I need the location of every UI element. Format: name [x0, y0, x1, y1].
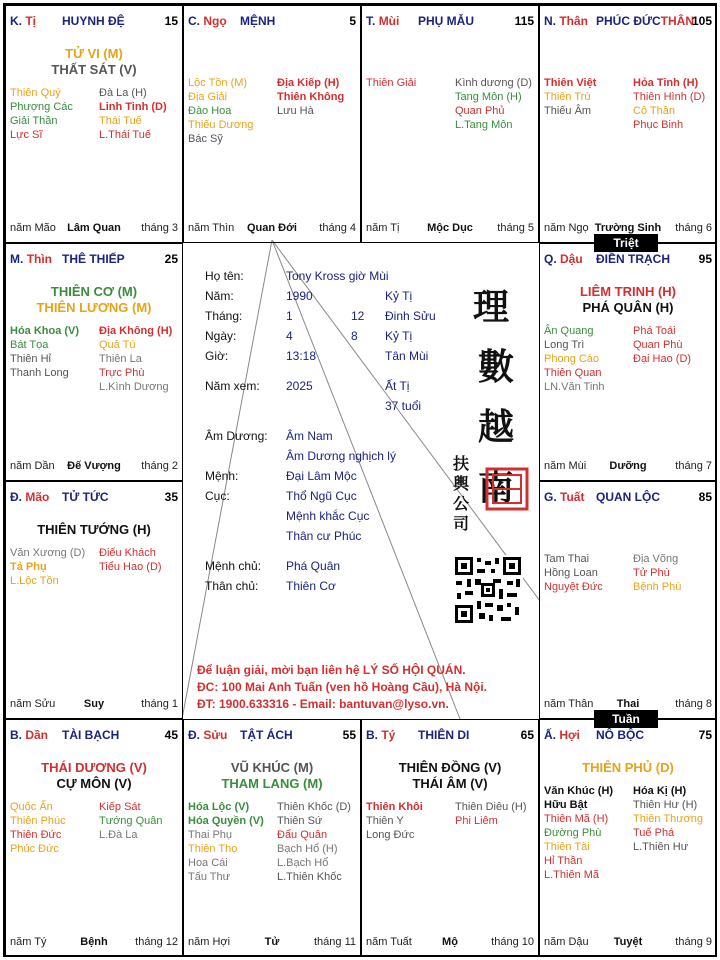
seal-small-2: 輿 [453, 474, 470, 493]
palace-number: 65 [520, 728, 534, 742]
cuc-note-1: Mệnh khắc Cục [286, 509, 370, 523]
minor-star: Đại Hao (D) [633, 353, 692, 365]
minor-star: Phong Cáo [544, 353, 600, 365]
minor-star: Bác Sỹ [188, 133, 223, 145]
hour-value: 13:18 [286, 349, 317, 363]
major-star: THÁI DƯƠNG (V) [41, 760, 147, 775]
palace-number: 25 [164, 252, 178, 266]
month-label: Tháng: [205, 309, 243, 323]
palace-stem: C. [188, 14, 200, 28]
palace-year: năm Dậu [544, 936, 589, 948]
palace-month: tháng 9 [675, 936, 712, 948]
major-star: VŨ KHÚC (M) [230, 760, 314, 775]
minor-star: Điếu Khách [99, 547, 156, 559]
palace-stem: Ấ. [544, 728, 556, 742]
minor-star: Thiên Quý [10, 87, 61, 99]
minor-star: Phi Liêm [455, 815, 498, 827]
minor-star: Thiên Giải [366, 77, 417, 89]
minor-star: L.Bạch Hổ [277, 857, 329, 869]
triet-tag: Triệt [594, 234, 658, 252]
minor-star: Kình dương (D) [455, 77, 532, 89]
palace-header [366, 14, 534, 30]
palace-month: tháng 1 [141, 698, 178, 710]
palace-number: 95 [698, 252, 712, 266]
minor-star: Thiên Hư (H) [633, 799, 698, 811]
minor-star: Thiên Không [277, 91, 345, 103]
viewyear-label: Năm xem: [205, 379, 260, 393]
palace-year: năm Mão [10, 222, 56, 234]
contact-line-3: ĐT: 1900.633316 - Email: bantuvan@lyso.vn. [197, 697, 449, 711]
minor-star: Thiên Phúc [10, 815, 66, 827]
palace-number: 105 [691, 14, 712, 28]
palace-branch: Mão [25, 490, 50, 504]
minor-star: Tử Phù [633, 567, 670, 579]
viewyear-value: 2025 [286, 379, 313, 393]
cuc-value: Thổ Ngũ Cục [286, 489, 357, 503]
palace-stem: Q. [544, 252, 557, 266]
year-value: 1990 [286, 289, 313, 303]
minor-star: Thiên Quan [544, 367, 602, 379]
palace-branch: Tý [381, 728, 396, 742]
year-label: Năm: [205, 289, 234, 303]
minor-star: Tam Thai [544, 553, 590, 565]
palace-name: ĐIỀN TRẠCH [596, 252, 670, 266]
major-star: THIÊN ĐỒNG (V) [398, 760, 502, 775]
palace-stem: Đ. [188, 728, 200, 742]
palace-header [366, 728, 534, 744]
minor-star: Lực Sĩ [10, 129, 43, 141]
minor-star: Thiên Diêu (H) [455, 801, 527, 813]
day-value: 4 [286, 329, 293, 343]
palace-footer [188, 936, 356, 950]
palace-tuat[interactable] [539, 481, 717, 719]
palace-stem: Đ. [10, 490, 22, 504]
palace-header [544, 728, 712, 744]
minor-star: Tang Môn (H) [455, 91, 522, 103]
palace-thin[interactable] [5, 243, 183, 481]
palace-branch: Tuất [560, 490, 585, 504]
palace-mao[interactable] [5, 481, 183, 719]
minor-star: Thanh Long [10, 367, 69, 379]
minor-star: Hỉ Thần [544, 855, 583, 867]
minor-star: L.Lộc Tồn [10, 575, 59, 587]
palace-stage: Lâm Quan [67, 222, 121, 234]
palace-number: 75 [698, 728, 712, 742]
palace-branch: Sửu [203, 728, 228, 742]
palace-stage: Mộ [442, 936, 458, 948]
minor-star: Hoa Cái [188, 857, 228, 869]
minor-star: Tướng Quân [99, 815, 163, 827]
palace-stage: Bệnh [80, 936, 108, 948]
minor-star: Thiếu Âm [544, 105, 592, 117]
palace-name: PHÚC ĐỨC [596, 14, 661, 28]
minor-star: L.Thiên Mã [544, 869, 600, 881]
age-value: 37 tuổi [385, 399, 422, 413]
thanchu-value: Thiên Cơ [286, 579, 336, 593]
palace-can [366, 14, 399, 28]
palace-ngo[interactable] [183, 5, 361, 243]
minor-star: Thiếu Dương [188, 119, 254, 131]
red-seal-stamp [485, 467, 529, 511]
minor-star: Địa Giải [188, 91, 228, 103]
minor-star: Thiên Sứ [277, 815, 323, 827]
seal-char-2: 數 [478, 346, 515, 388]
minor-star: Đà La (H) [99, 87, 147, 99]
year-canchi: Kỷ Tị [385, 289, 413, 303]
palace-number: 15 [164, 14, 178, 28]
minor-star: Phá Toái [633, 325, 676, 337]
minor-star: Tấu Thư [188, 871, 231, 883]
palace-mui[interactable] [361, 5, 539, 243]
minor-star: Thiên Tài [544, 841, 590, 853]
contact-line-1: Để luận giải, mời bạn liên hệ LÝ SỐ HỘI QUÁN. [197, 663, 466, 677]
palace-branch: Dần [25, 728, 49, 742]
minor-star: Thai Phụ [188, 829, 233, 841]
minor-star: Tuế Phá [633, 827, 675, 839]
major-star: CỰ MÔN (V) [56, 776, 132, 791]
minor-star: Đường Phù [544, 827, 602, 839]
palace-extra: THÂN [660, 14, 694, 28]
minor-star: Hóa Lộc (V) [188, 801, 250, 813]
palace-branch: Thìn [26, 252, 53, 266]
palace-dau[interactable] [539, 243, 717, 481]
major-star: THIÊN TƯỚNG (H) [37, 522, 151, 537]
minor-star: Hồng Loan [544, 567, 598, 579]
minor-star: Lưu Hà [277, 105, 314, 117]
palace-number: 85 [698, 490, 712, 504]
hour-label: Giờ: [205, 349, 229, 363]
palace-footer [544, 936, 712, 950]
minor-star: Thiên Khôi [366, 801, 423, 813]
palace-month: tháng 6 [675, 222, 712, 234]
minor-star: Lộc Tồn (M) [188, 77, 248, 89]
seal-small-3: 公 [453, 494, 470, 513]
palace-branch: Dậu [560, 252, 583, 266]
palace-can [544, 728, 580, 742]
hour-canchi: Tân Mùi [385, 349, 429, 363]
minor-star: Tiểu Hao (D) [99, 561, 162, 573]
palace-footer [366, 222, 534, 236]
center-info [183, 243, 539, 719]
palace-number: 35 [164, 490, 178, 504]
minor-star: Quan Phủ [455, 105, 505, 117]
palace-name: PHỤ MẪU [418, 14, 474, 28]
palace-year: năm Thân [544, 698, 594, 710]
major-star: PHÁ QUÂN (H) [582, 300, 674, 315]
tuan-tag: Tuần [594, 710, 658, 728]
month-canchi: Đinh Sửu [385, 309, 436, 323]
palace-can [10, 728, 48, 742]
minor-star: Thiên Việt [544, 77, 597, 89]
horoscope-chart [3, 3, 717, 957]
palace-can [10, 14, 36, 28]
palace-header [10, 252, 178, 268]
palace-name: TỬ TỨC [62, 490, 109, 504]
seal-char-4: 南 [478, 466, 515, 508]
amduong-value: Âm Nam [286, 429, 333, 443]
seal-char-1: 理 [473, 286, 510, 328]
palace-stem: N. [544, 14, 556, 28]
palace-month: tháng 10 [491, 936, 534, 948]
palace-name: HUYNH ĐỆ [62, 14, 125, 28]
month-value: 1 [286, 309, 293, 323]
minor-star: Linh Tinh (D) [99, 101, 167, 113]
palace-hoi[interactable] [539, 719, 717, 957]
minor-star: L.Thái Tuế [99, 129, 151, 141]
palace-month: tháng 3 [141, 222, 178, 234]
palace-month: tháng 4 [319, 222, 356, 234]
palace-stage: Đế Vượng [67, 460, 121, 472]
palace-stage: Dưỡng [609, 460, 647, 472]
palace-name: TẬT ÁCH [240, 728, 293, 742]
palace-footer [10, 460, 178, 474]
palace-branch: Tị [25, 14, 37, 28]
palace-header [544, 490, 712, 506]
minor-star: Trực Phù [99, 367, 145, 379]
day-label: Ngày: [205, 329, 237, 343]
minor-star: L.Thiên Hư [633, 841, 689, 853]
palace-month: tháng 11 [313, 936, 356, 948]
palace-footer [544, 460, 712, 474]
minor-star: Phượng Các [10, 101, 73, 113]
minor-star: Thiên Hình (D) [633, 91, 706, 103]
palace-can [10, 490, 49, 504]
cuc-note-2: Thân cư Phúc [286, 529, 362, 543]
minor-star: Quả Tú [99, 339, 136, 351]
palace-header [544, 14, 712, 30]
palace-can [544, 490, 584, 504]
palace-month: tháng 5 [497, 222, 534, 234]
minor-star: Thiên Mã (H) [544, 813, 609, 825]
major-star: THAM LANG (M) [221, 776, 323, 791]
palace-suu[interactable] [183, 719, 361, 957]
name-value: Tony Kross giờ Mùi [286, 269, 389, 283]
minor-star: Giải Thần [10, 115, 58, 127]
minor-star: Phục Binh [633, 119, 684, 131]
minor-star: Bệnh Phù [633, 581, 682, 593]
minor-star: Kiếp Sát [99, 801, 141, 813]
minor-star: Đào Hoa [188, 105, 232, 117]
major-star: LIÊM TRINH (H) [579, 284, 677, 299]
minor-star: L.Thiên Khốc [277, 871, 342, 883]
major-star: THIÊN PHỦ (D) [582, 760, 674, 775]
minor-star: Hữu Bật [544, 799, 588, 811]
palace-month: tháng 8 [675, 698, 712, 710]
palace-name: MỆNH [240, 14, 276, 28]
minor-star: Ân Quang [544, 325, 594, 337]
minor-star: Bạch Hổ (H) [277, 843, 338, 855]
seal-small-4: 司 [453, 514, 470, 533]
day-lunar: 8 [351, 329, 358, 343]
minor-star: Thiên Thọ [188, 843, 238, 855]
viewyear-canchi: Ất Tị [385, 379, 410, 393]
major-star: THIÊN CƠ (M) [50, 284, 138, 299]
major-star: THIÊN LƯƠNG (M) [36, 300, 152, 315]
menh-label: Mệnh: [205, 469, 239, 483]
minor-star: Hóa Kị (H) [633, 785, 687, 797]
palace-footer [10, 222, 178, 236]
palace-name: TÀI BẠCH [62, 728, 120, 742]
palace-year: năm Tuất [366, 936, 412, 948]
contact-line-2: ĐC: 100 Mai Anh Tuấn (ven hồ Hoàng Cầu), Hà Nội. [197, 680, 488, 694]
palace-branch: Thân [559, 14, 589, 28]
palace-year: năm Tị [366, 222, 400, 234]
minor-star: Cô Thần [633, 105, 675, 117]
palace-stem: G. [544, 490, 557, 504]
amduong-note: Âm Dương nghịch lý [286, 449, 396, 463]
palace-footer [366, 936, 534, 950]
minor-star: Thiên Hỉ [10, 353, 51, 365]
palace-can [544, 252, 583, 266]
palace-stage: Trường Sinh [594, 222, 662, 234]
palace-year: năm Tý [10, 936, 47, 948]
minor-star: L.Kình Dương [99, 381, 169, 393]
seal-small-1: 扶 [453, 454, 470, 473]
minor-star: Long Trì [544, 339, 585, 351]
palace-stage: Quan Đới [247, 222, 297, 234]
month-lunar: 12 [351, 309, 365, 323]
major-star: THÁI ÂM (V) [412, 776, 488, 791]
palace-ti[interactable] [361, 719, 539, 957]
palace-year: năm Hợi [188, 936, 231, 948]
minor-star: Thiên Y [366, 815, 404, 827]
seal-char-3: 越 [478, 406, 515, 448]
qr-code-image[interactable] [453, 555, 523, 625]
palace-header [544, 252, 712, 268]
palace-number: 115 [514, 14, 534, 28]
minor-star: LN.Văn Tinh [544, 381, 605, 393]
palace-can [366, 728, 395, 742]
minor-star: Hóa Khoa (V) [10, 325, 80, 337]
palace-branch: Hợi [559, 728, 580, 742]
day-canchi: Kỷ Tị [385, 329, 413, 343]
cuc-label: Cục: [205, 489, 230, 503]
palace-month: tháng 2 [141, 460, 178, 472]
palace-header [10, 14, 178, 30]
minor-star: Hóa Quyền (V) [188, 815, 264, 827]
minor-star: Đẩu Quân [277, 829, 328, 841]
palace-can [188, 728, 227, 742]
palace-stem: K. [10, 14, 22, 28]
palace-name: QUAN LỘC [596, 490, 660, 504]
amduong-label: Âm Dương: [205, 429, 268, 443]
minor-star: Địa Kiếp (H) [277, 77, 340, 89]
palace-can [10, 252, 52, 266]
palace-branch: Mùi [378, 14, 400, 28]
menhchu-value: Phá Quân [286, 559, 341, 573]
minor-star: Địa Võng [633, 553, 679, 565]
menh-value: Đại Lâm Mộc [286, 469, 357, 483]
minor-star: L.Đà La [99, 829, 138, 841]
palace-footer [10, 936, 178, 950]
palace-than[interactable] [539, 5, 717, 243]
palace-ty[interactable] [5, 5, 183, 243]
palace-stage: Mộc Dục [427, 222, 473, 234]
menhchu-label: Mệnh chủ: [205, 559, 262, 573]
palace-stem: B. [366, 728, 378, 742]
palace-year: năm Ngọ [544, 222, 589, 234]
minor-star: L.Tang Môn [455, 119, 513, 131]
palace-footer [10, 698, 178, 712]
palace-stage: Tử [264, 936, 280, 948]
minor-star: Long Đức [366, 829, 415, 841]
palace-can [544, 14, 588, 28]
minor-star: Thiên Thương [633, 813, 704, 825]
palace-year: năm Thìn [188, 222, 235, 234]
minor-star: Phúc Đức [10, 843, 59, 855]
palace-dan[interactable] [5, 719, 183, 957]
palace-name: NÔ BỘC [596, 728, 644, 742]
minor-star: Bát Tọa [10, 339, 49, 351]
palace-stem: M. [10, 252, 24, 266]
palace-number: 45 [164, 728, 178, 742]
palace-header [10, 728, 178, 744]
palace-name: THÊ THIẾP [62, 252, 125, 266]
minor-star: Thiên Trù [544, 91, 591, 103]
palace-stage: Tuyệt [613, 936, 643, 948]
palace-stem: T. [366, 14, 376, 28]
palace-stem: B. [10, 728, 22, 742]
palace-number: 5 [349, 14, 356, 28]
palace-can [188, 14, 227, 28]
minor-star: Văn Xương (D) [10, 547, 86, 559]
palace-year: năm Mùi [544, 460, 587, 472]
minor-star: Thái Tuế [99, 115, 142, 127]
palace-header [10, 490, 178, 506]
minor-star: Địa Không (H) [99, 325, 173, 337]
major-star: TỬ VI (M) [65, 46, 123, 61]
minor-star: Tả Phụ [10, 561, 47, 573]
minor-star: Thiên La [99, 353, 142, 365]
minor-star: Văn Khúc (H) [544, 785, 614, 797]
palace-year: năm Dần [10, 460, 55, 472]
minor-star: Quan Phù [633, 339, 683, 351]
palace-branch: Ngọ [203, 14, 227, 28]
minor-star: Hỏa Tinh (H) [633, 77, 699, 89]
minor-star: Nguyệt Đức [544, 581, 603, 593]
palace-year: năm Sửu [10, 698, 56, 710]
minor-star: Thiên Đức [10, 829, 62, 841]
palace-name: THIÊN DI [418, 728, 470, 742]
palace-month: tháng 7 [675, 460, 712, 472]
thanchu-label: Thân chủ: [205, 579, 259, 593]
name-label: Họ tên: [205, 269, 244, 283]
palace-footer [188, 222, 356, 236]
palace-stage: Suy [83, 698, 105, 710]
palace-number: 55 [342, 728, 356, 742]
palace-header [188, 728, 356, 744]
palace-stage: Thai [616, 698, 640, 710]
major-star: THẤT SÁT (V) [51, 62, 137, 77]
minor-star: Quốc Ấn [10, 801, 53, 813]
palace-month: tháng 12 [135, 936, 178, 948]
palace-header [188, 14, 356, 30]
minor-star: Thiên Khốc (D) [277, 801, 351, 813]
